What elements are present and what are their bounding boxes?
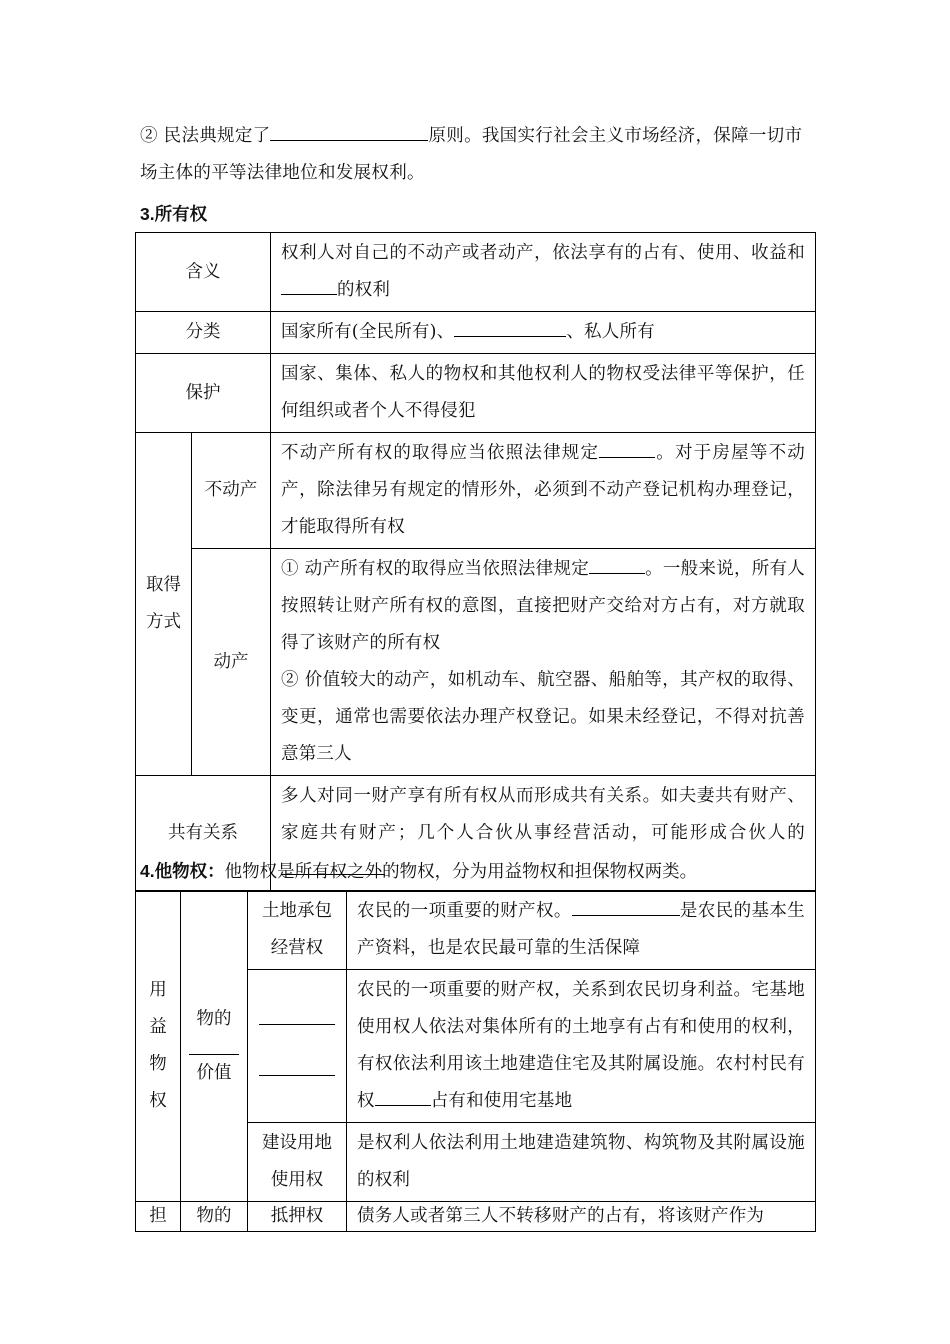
row-meaning xyxy=(136,233,816,312)
label-security-thing: 物的 xyxy=(181,1202,248,1232)
section-4-title xyxy=(140,858,697,883)
text-immovable xyxy=(271,433,816,549)
thing-value-line-1: 物的 xyxy=(196,1008,232,1029)
section-4-label: 4.他物权： xyxy=(140,861,225,881)
construction-line-2: 使用权 xyxy=(270,1170,324,1190)
blank-thing-value xyxy=(189,1038,239,1055)
row-mortgage xyxy=(136,1202,816,1232)
land-contract-line-1: 土地承包 xyxy=(262,901,332,921)
text-construction: 是权利人依法利用土地建造建筑物、构筑物及其附属设施的权利 xyxy=(347,1123,816,1202)
label-construction xyxy=(248,1123,347,1202)
immovable-text-1: 不动产所有权的取得应当依照法律规定 xyxy=(281,443,600,463)
usufruct-char-1: 用 xyxy=(149,980,167,1000)
blank-immovable xyxy=(599,439,655,458)
row-classification xyxy=(136,312,816,354)
usufruct-char-3: 物 xyxy=(149,1054,167,1074)
text-land-contract xyxy=(347,891,816,970)
usufruct-char-2: 益 xyxy=(149,1017,167,1037)
blank-land-contract xyxy=(572,897,680,916)
text-protection: 国家、集体、私人的物权和其他权利人的物权受法律平等保护，任何组织或者个人不得侵犯 xyxy=(271,354,816,433)
label-protection: 保护 xyxy=(136,354,271,433)
blank-homestead-2 xyxy=(259,1057,335,1076)
blank-movable xyxy=(589,555,645,574)
blank-meaning xyxy=(281,276,337,295)
label-usufruct xyxy=(136,891,181,1202)
blank-homestead-1 xyxy=(259,1006,335,1025)
row-movable xyxy=(136,549,816,776)
intro-text-1: ② 民法典规定了 xyxy=(140,126,271,146)
row-immovable xyxy=(136,433,816,549)
blank-classification xyxy=(454,318,566,337)
movable-text-3: ② 价值较大的动产，如机动车、航空器、船舶等，其产权的取得、变更，通常也需要依法办理产权登记。如果未经登记，不得对抗善意第三人 xyxy=(281,670,805,764)
homestead-text-1: 农民的一项重要的财产权，关系到农民切身利益。宅基地使用权人依法对集体所有的土地享有占有和使用的权利，有权依法利用该土地建造住宅及其附属设施。农村村民有权 xyxy=(357,980,805,1111)
land-contract-text-2: 是农民的基本生产资料，也是农民最可靠的生活保障 xyxy=(357,901,805,958)
section-3-title: 3.所有权 xyxy=(140,204,208,224)
blank-homestead-right xyxy=(375,1087,431,1106)
acquisition-line-1: 取得 xyxy=(146,575,181,595)
section-4-desc: 他物权是所有权之外的物权，分为用益物权和担保物权两类。 xyxy=(224,862,698,882)
usufruct-char-4: 权 xyxy=(149,1091,167,1111)
label-land-contract xyxy=(248,891,347,970)
text-classification xyxy=(271,312,816,354)
label-immovable: 不动产 xyxy=(192,433,271,549)
land-contract-text-1: 农民的一项重要的财产权。 xyxy=(357,901,572,921)
blank-principle xyxy=(270,122,428,141)
meaning-text-1: 权利人对自己的不动产或者动产，依法享有的占有、使用、收益和 xyxy=(281,243,805,263)
row-protection xyxy=(136,354,816,433)
meaning-text-2: 的权利 xyxy=(337,280,391,300)
other-rights-table xyxy=(135,890,816,1232)
intro-paragraph xyxy=(140,118,816,192)
text-mortgage: 债务人或者第三人不转移财产的占有，将该财产作为 xyxy=(347,1202,816,1232)
thing-value-line-2: 价值 xyxy=(196,1062,232,1083)
ownership-table xyxy=(135,232,816,892)
text-homestead xyxy=(347,970,816,1123)
label-security: 担 xyxy=(136,1202,181,1232)
label-mortgage: 抵押权 xyxy=(248,1202,347,1232)
movable-text-2: 。一般来说，所有人按照转让财产所有权的意图，直接把财产交给对方占有，对方就取得了该财产的所有权 xyxy=(281,559,805,653)
classification-text-2: 、私人所有 xyxy=(566,322,655,342)
label-homestead-blank xyxy=(248,970,347,1123)
text-meaning xyxy=(271,233,816,312)
intro-text-2: 原则。我国实行社会主义市场经济，保障一切市场主体的平等法律地位和发展权利。 xyxy=(140,126,803,183)
classification-text-1: 国家所有(全民所有)、 xyxy=(281,322,455,342)
text-movable xyxy=(271,549,816,776)
movable-text-1: ① 动产所有权的取得应当依照法律规定 xyxy=(281,559,590,579)
row-land-contract xyxy=(136,891,816,970)
co-ownership-text-1: 多人对同一财产享有所有权从而形成共有关系。如夫妻共有财产、家庭共有财产；几个人合伙从事经营活动，可能形成合伙人的 xyxy=(281,786,805,843)
construction-line-1: 建设用地 xyxy=(262,1133,332,1153)
label-acquisition xyxy=(136,433,192,776)
label-co-ownership: 共有关系 xyxy=(136,776,271,892)
acquisition-line-2: 方式 xyxy=(146,612,181,632)
label-movable: 动产 xyxy=(192,549,271,776)
homestead-text-2: 占有和使用宅基地 xyxy=(430,1091,573,1111)
immovable-text-2: 。对于房屋等不动产，除法律另有规定的情形外，必须到不动产登记机构办理登记，才能取得所有权 xyxy=(281,443,805,537)
label-meaning: 含义 xyxy=(136,233,271,312)
label-classification: 分类 xyxy=(136,312,271,354)
land-contract-line-2: 经营权 xyxy=(270,938,324,958)
label-thing-value xyxy=(181,891,248,1202)
